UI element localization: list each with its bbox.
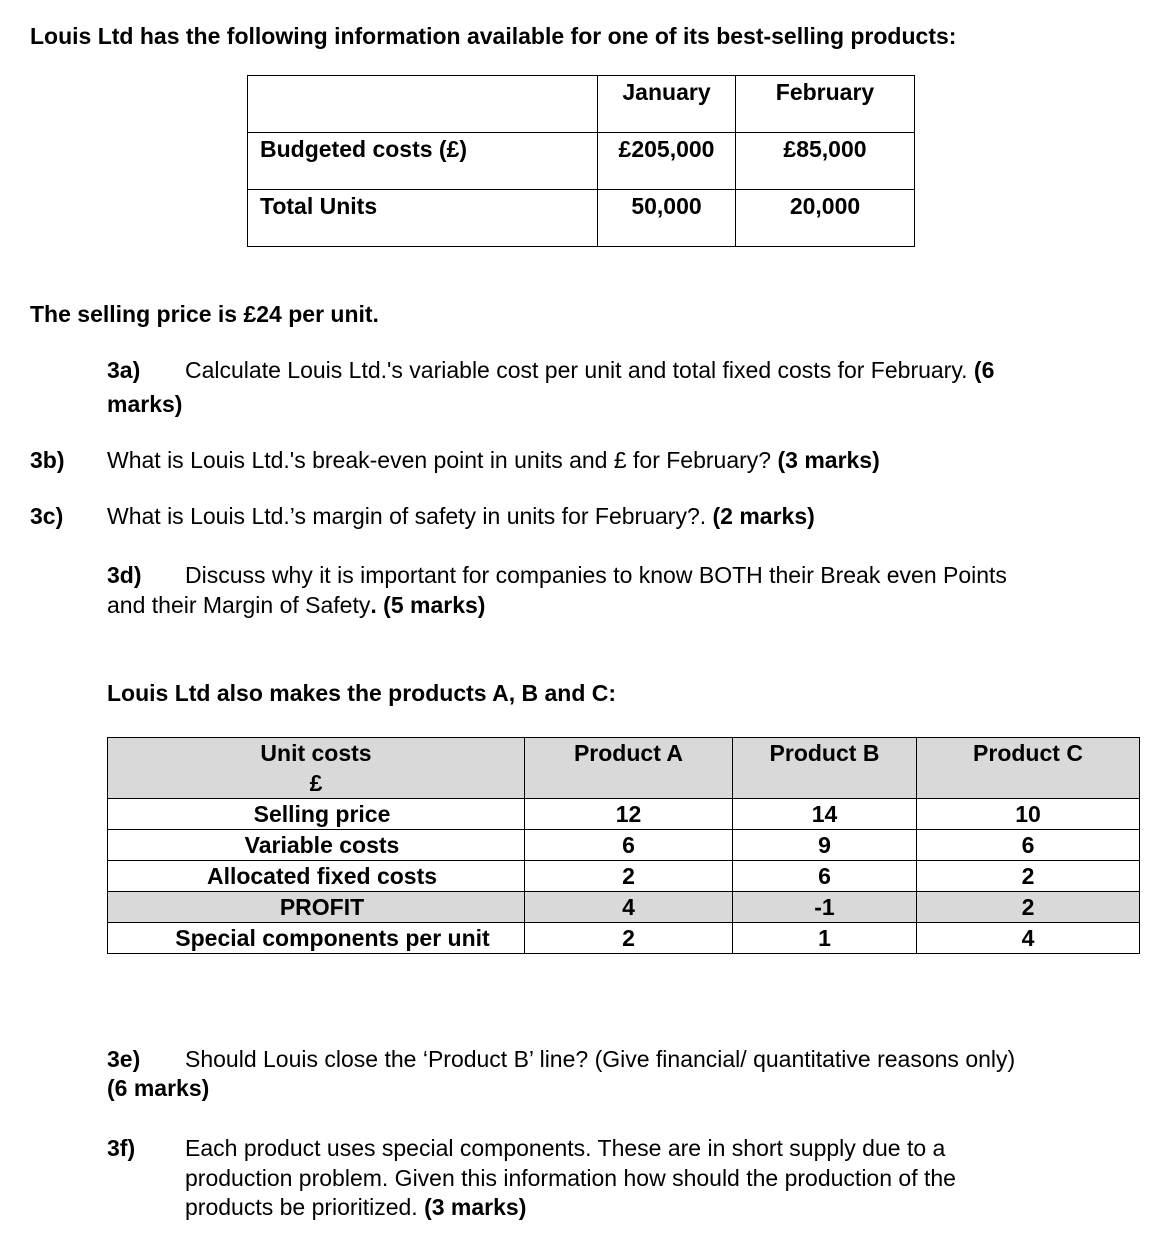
budget-table-cell-january: 50,000 bbox=[598, 190, 736, 247]
question-3b-text bbox=[107, 445, 880, 475]
budget-table-row-label: Budgeted costs (£) bbox=[248, 133, 598, 190]
products-table-row bbox=[108, 830, 1140, 861]
products-table-header-row bbox=[108, 738, 1140, 799]
question-3d-line2: and their Margin of Safety bbox=[107, 592, 371, 618]
question-3d-number: 3d) bbox=[107, 562, 142, 588]
products-table-cell-b: 6 bbox=[733, 861, 917, 892]
question-3c-text bbox=[107, 501, 815, 531]
question-3f-line1: Each product uses special components. These are in short supply due to a bbox=[185, 1135, 946, 1161]
products-table-cell-a: 4 bbox=[525, 892, 733, 923]
products-table-row bbox=[108, 923, 1140, 954]
products-table-cell-b: 9 bbox=[733, 830, 917, 861]
products-table-header-product-a: Product A bbox=[525, 738, 733, 799]
question-3c-number: 3c) bbox=[30, 503, 64, 529]
budget-table-header-february: February bbox=[736, 76, 915, 133]
products-table-cell-c: 2 bbox=[917, 892, 1140, 923]
products-table-cell-b: 1 bbox=[733, 923, 917, 954]
question-3f-line3: products be prioritized. bbox=[185, 1194, 418, 1220]
question-3f-marks: (3 marks) bbox=[424, 1194, 527, 1220]
products-table-cell-c: 2 bbox=[917, 861, 1140, 892]
question-3c-body: What is Louis Ltd.’s margin of safety in units for February?. bbox=[107, 503, 707, 529]
question-3d-dot: . bbox=[370, 592, 377, 618]
products-table-row bbox=[108, 799, 1140, 830]
question-3a-marks-part2: marks) bbox=[107, 391, 183, 417]
products-table-row-label: Selling price bbox=[108, 799, 525, 830]
question-3a-marks-part1: (6 bbox=[973, 357, 995, 383]
question-3e-number: 3e) bbox=[107, 1046, 141, 1072]
question-3e-marks: (6 marks) bbox=[107, 1075, 210, 1101]
question-3b-marks: (3 marks) bbox=[777, 447, 880, 473]
products-table-cell-a: 12 bbox=[525, 799, 733, 830]
budget-table-cell-january: £205,000 bbox=[598, 133, 736, 190]
budget-table-row bbox=[248, 190, 915, 247]
products-table-row-label: PROFIT bbox=[108, 892, 525, 923]
question-3a-line1: Calculate Louis Ltd.'s variable cost per unit and total fixed costs for February. bbox=[185, 357, 968, 383]
products-table-header-unit-costs-line2: £ bbox=[309, 770, 323, 796]
selling-price-note: The selling price is £24 per unit. bbox=[30, 301, 379, 327]
budget-table-row-label: Total Units bbox=[248, 190, 598, 247]
products-table-cell-c: 4 bbox=[917, 923, 1140, 954]
products-table-row-label: Variable costs bbox=[108, 830, 525, 861]
question-3d-marks: (5 marks) bbox=[383, 592, 486, 618]
question-3a-number: 3a) bbox=[107, 357, 141, 383]
products-table-row-label: Special components per unit bbox=[108, 923, 525, 954]
question-3e-line1: Should Louis close the ‘Product B’ line? (Give financial/ quantitative reasons only) bbox=[185, 1046, 1016, 1072]
products-table-cell-a: 6 bbox=[525, 830, 733, 861]
intro-text: Louis Ltd has the following information available for one of its best-selling products: bbox=[30, 23, 957, 49]
products-table-row-label: Allocated fixed costs bbox=[108, 861, 525, 892]
question-3a-text bbox=[185, 355, 994, 385]
question-3b-body: What is Louis Ltd.'s break-even point in units and £ for February? bbox=[107, 447, 772, 473]
budget-table-cell-february: £85,000 bbox=[736, 133, 915, 190]
products-table-header-product-b: Product B bbox=[733, 738, 917, 799]
products-table-header-unit-costs bbox=[108, 738, 525, 799]
question-3c-marks: (2 marks) bbox=[712, 503, 815, 529]
question-3f-line3-wrap bbox=[185, 1192, 526, 1222]
budget-table-header-january: January bbox=[598, 76, 736, 133]
products-table-header-unit-costs-line1: Unit costs bbox=[260, 740, 372, 766]
budget-table bbox=[247, 75, 915, 247]
products-table-cell-b: -1 bbox=[733, 892, 917, 923]
question-3f-line2: production problem. Given this information how should the production of the bbox=[185, 1165, 956, 1191]
products-table-cell-c: 10 bbox=[917, 799, 1140, 830]
question-3f-number: 3f) bbox=[107, 1135, 136, 1161]
products-table-cell-b: 14 bbox=[733, 799, 917, 830]
products-table-row-profit bbox=[108, 892, 1140, 923]
budget-table-cell-february: 20,000 bbox=[736, 190, 915, 247]
products-intro: Louis Ltd also makes the products A, B and C: bbox=[107, 680, 617, 706]
budget-table-header-row bbox=[248, 76, 915, 133]
question-3b-number: 3b) bbox=[30, 447, 65, 473]
question-3d-line1: Discuss why it is important for companies to know BOTH their Break even Points bbox=[185, 562, 1007, 588]
budget-table-row bbox=[248, 133, 915, 190]
products-table-row bbox=[108, 861, 1140, 892]
question-3d-line2-wrap bbox=[107, 590, 485, 620]
budget-table-corner-cell bbox=[248, 76, 598, 133]
products-table bbox=[107, 737, 1140, 954]
products-table-cell-c: 6 bbox=[917, 830, 1140, 861]
products-table-cell-a: 2 bbox=[525, 923, 733, 954]
products-table-cell-a: 2 bbox=[525, 861, 733, 892]
products-table-header-product-c: Product C bbox=[917, 738, 1140, 799]
